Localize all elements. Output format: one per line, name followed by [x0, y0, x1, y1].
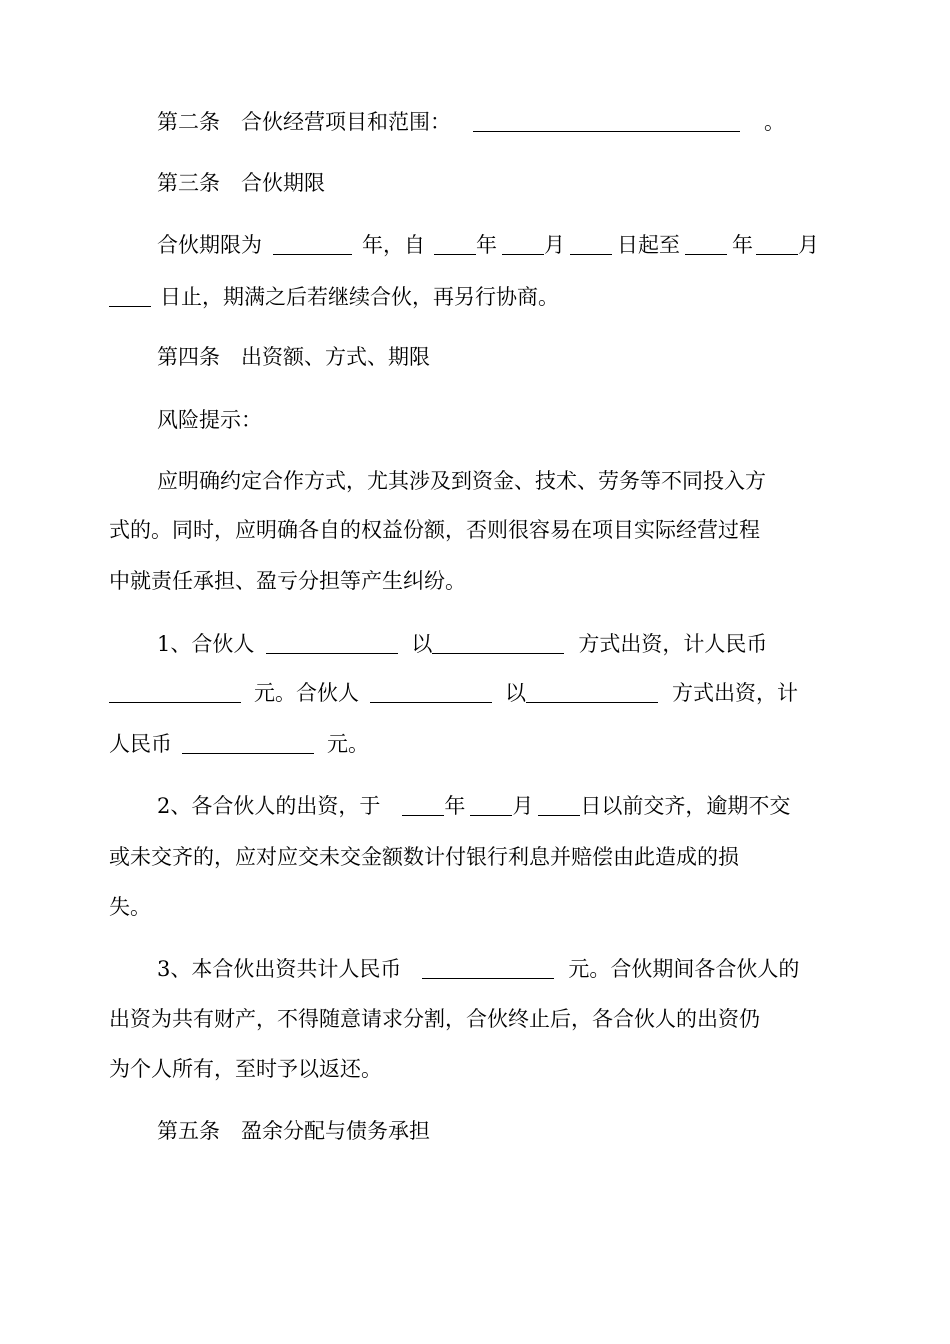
item-3-line-2-text: 出资为共有财产，不得随意请求分割，合伙终止后，各合伙人的出资仍	[109, 1007, 760, 1031]
term-year-from: 年，自	[362, 233, 425, 257]
item-1-by-label-2: 以	[505, 681, 526, 705]
item-1-rmb-label: 人民币	[109, 732, 172, 756]
article-2-line	[157, 106, 785, 138]
item-1-yuan-label: 元。	[327, 732, 369, 756]
term-line-2-text: 日止，期满之后若继续合伙，再另行协商。	[160, 285, 559, 309]
partner-2-amount-blank[interactable]	[182, 732, 314, 754]
risk-line-1-text: 应明确约定合作方式，尤其涉及到资金、技术、劳务等不同投入方	[157, 469, 766, 493]
article-3-heading: 第三条	[157, 171, 220, 195]
term-line-2	[109, 281, 559, 313]
partner-2-method-blank[interactable]	[526, 681, 658, 703]
end-year-blank[interactable]	[685, 233, 727, 255]
item-3-text-a: 3、本合伙出资共计人民币	[157, 957, 402, 981]
risk-line-3-text: 中就责任承担、盈亏分担等产生纠纷。	[109, 569, 466, 593]
item-3-line-3	[109, 1053, 382, 1085]
item-1-by-label: 以	[411, 632, 433, 656]
start-day-label: 日起至	[617, 233, 680, 257]
item-1-line-2	[109, 677, 798, 709]
end-month-label: 月	[798, 233, 819, 257]
item-2-line-2-text: 或未交齐的，应对应交未交金额数计付银行利息并赔偿由此造成的损	[109, 845, 739, 869]
item-3-line-2	[109, 1003, 760, 1035]
total-contribution-blank[interactable]	[422, 957, 554, 979]
risk-line-2-text: 式的。同时，应明确各自的权益份额，否则很容易在项目实际经营过程	[109, 518, 760, 542]
article-4-text: 出资额、方式、期限	[241, 345, 430, 369]
item-3-line-3-text: 为个人所有，至时予以返还。	[109, 1057, 382, 1081]
item-2-text-a: 2、各合伙人的出资，于	[157, 794, 381, 818]
item-2-line-3	[109, 891, 151, 923]
term-years-blank[interactable]	[273, 233, 352, 255]
item-1-yuan-partner-label: 元。合伙人	[254, 681, 359, 705]
item-3-line-1	[157, 953, 799, 985]
item-2-line-1	[157, 790, 790, 822]
end-month-blank[interactable]	[756, 233, 798, 255]
start-year-blank[interactable]	[434, 233, 476, 255]
article-3-text: 合伙期限	[241, 171, 325, 195]
contribution-day-blank[interactable]	[538, 794, 580, 816]
risk-title	[157, 404, 262, 436]
partner-2-name-blank[interactable]	[370, 681, 492, 703]
risk-line-1	[157, 465, 766, 497]
partner-1-name-blank[interactable]	[266, 632, 398, 654]
article-4-line	[157, 341, 430, 373]
end-year-label: 年	[732, 233, 753, 257]
article-5-heading: 第五条	[157, 1119, 220, 1143]
contribution-month-blank[interactable]	[470, 794, 512, 816]
item-1-line-3	[109, 728, 369, 760]
item-2-line-3-text: 失。	[109, 895, 151, 919]
item-1-amount-label: 方式出资，计人民币	[578, 632, 768, 656]
term-label: 合伙期限为	[157, 233, 262, 257]
item-1-amount-label-2: 方式出资，计	[672, 681, 798, 705]
partner-1-amount-blank[interactable]	[109, 681, 241, 703]
contribution-year-blank[interactable]	[402, 794, 444, 816]
risk-line-3	[109, 565, 466, 597]
article-3-line	[157, 167, 325, 199]
project-scope-blank[interactable]	[473, 110, 740, 132]
partner-1-method-blank[interactable]	[432, 632, 564, 654]
start-day-blank[interactable]	[570, 233, 612, 255]
contribution-month-label: 月	[512, 794, 534, 818]
term-line-1	[157, 229, 819, 261]
risk-title-text: 风险提示：	[157, 408, 262, 432]
item-1-line-1	[157, 628, 767, 660]
end-day-blank[interactable]	[109, 285, 151, 307]
start-year-label: 年	[476, 233, 497, 257]
article-4-heading: 第四条	[157, 345, 220, 369]
article-2-heading: 第二条	[157, 110, 220, 134]
start-month-blank[interactable]	[502, 233, 544, 255]
article-2-end: 。	[764, 110, 785, 134]
contribution-year-label: 年	[444, 794, 466, 818]
item-1-partner-label: 1、合伙人	[157, 632, 255, 656]
item-2-line-2	[109, 841, 739, 873]
item-3-text-b: 元。合伙期间各合伙人的	[568, 957, 800, 981]
article-5-text: 盈余分配与债务承担	[241, 1119, 430, 1143]
item-2-text-d: 日以前交齐，逾期不交	[580, 794, 791, 818]
start-month-label: 月	[544, 233, 565, 257]
article-5-line	[157, 1115, 430, 1147]
risk-line-2	[109, 514, 760, 546]
article-2-text: 合伙经营项目和范围：	[241, 110, 451, 134]
